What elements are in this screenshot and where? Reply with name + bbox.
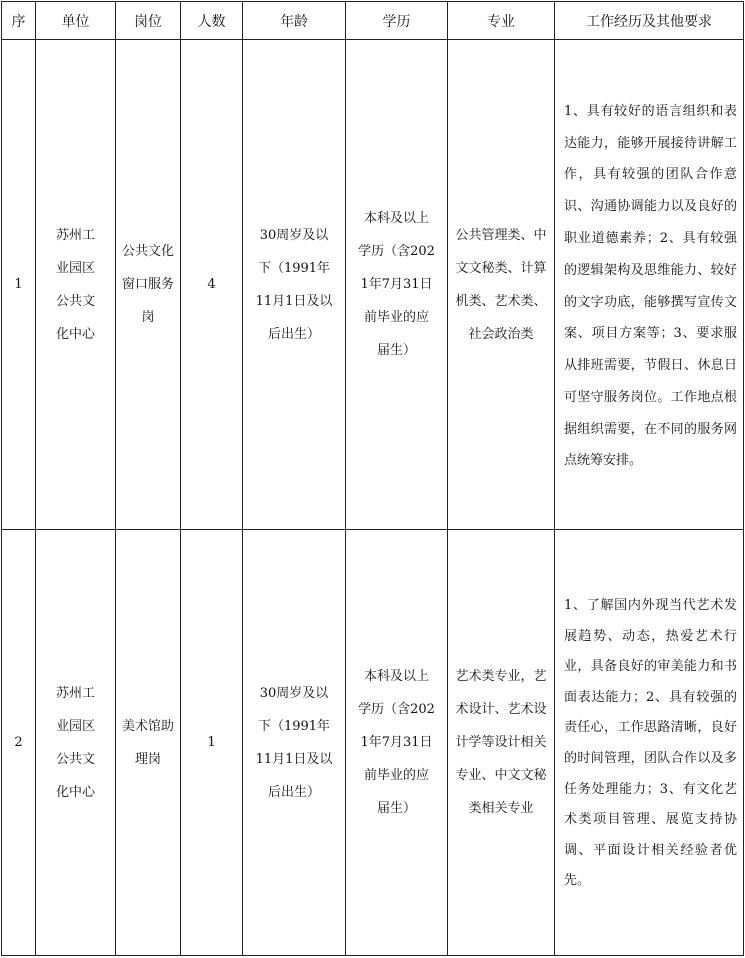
post-text: 公共文化窗口服务岗 [122,244,175,325]
cell-edu [346,530,448,956]
cell-count [181,40,243,530]
post-text: 美术馆助理岗 [122,718,175,767]
cell-post [116,530,181,956]
seq-text: 1 [14,277,23,292]
header-count: 人数 [181,2,243,40]
req-text: 1、了解国内外现当代艺术发展趋势、动态，热爱艺术行业，具备良好的审美能力和书面表达能力；2、具有较强的责任心，工作思路清晰，良好的时间管理，团队合作以及多任务处理能力；3、有文化艺术类项目管理、展览支持协调、平面设计相关经验者优先。 [564,598,737,889]
recruitment-table [1,1,744,956]
cell-major [448,530,555,956]
req-text: 1、具有较好的语言组织和表达能力，能够开展接待讲解工作，具有较强的团队合作意识、沟通协调能力以及良好的职业道德素养；2、具有较强的逻辑架构及思维能力、较好的文字功底，能够撰写宣传文案、项目方案等；3、要求服从排班需要，节假日、休息日可坚守服务岗位。工作地点根据组织需要，在不同的服务网点统筹安排。 [564,103,737,469]
cell-major [448,40,555,530]
header-seq: 序 [2,2,36,40]
header-row [2,2,744,40]
count-text: 1 [207,735,216,750]
unit-text: 苏州工业园区公共文化中心 [55,227,95,342]
cell-count [181,530,243,956]
edu-text: 本科及以上学历（含2021年7月31日前毕业的应届生） [358,211,435,358]
cell-unit [36,530,116,956]
header-edu: 学历 [346,2,448,40]
cell-age [243,40,346,530]
header-age: 年龄 [243,2,346,40]
major-text: 公共管理类、中文文秘类、计算机类、艺术类、社会政治类 [455,227,547,342]
header-major: 专业 [448,2,555,40]
header-post: 岗位 [116,2,181,40]
header-unit: 单位 [36,2,116,40]
table-row [2,530,744,956]
cell-req [555,40,744,530]
age-text: 30周岁及以下（1991年11月1日及以后出生） [255,685,333,800]
edu-text: 本科及以上学历（含2021年7月31日前毕业的应届生） [358,669,435,816]
unit-text: 苏州工业园区公共文化中心 [55,685,95,800]
cell-post [116,40,181,530]
age-text: 30周岁及以下（1991年11月1日及以后出生） [255,227,333,342]
cell-unit [36,40,116,530]
cell-seq [2,530,36,956]
major-text: 艺术类专业，艺术设计、艺术设计学等设计相关专业、中文文秘类相关专业 [455,669,547,816]
count-text: 4 [207,277,216,292]
cell-age [243,530,346,956]
seq-text: 2 [14,735,23,750]
header-req: 工作经历及其他要求 [555,2,744,40]
cell-edu [346,40,448,530]
table-row [2,40,744,530]
cell-seq [2,40,36,530]
cell-req [555,530,744,956]
